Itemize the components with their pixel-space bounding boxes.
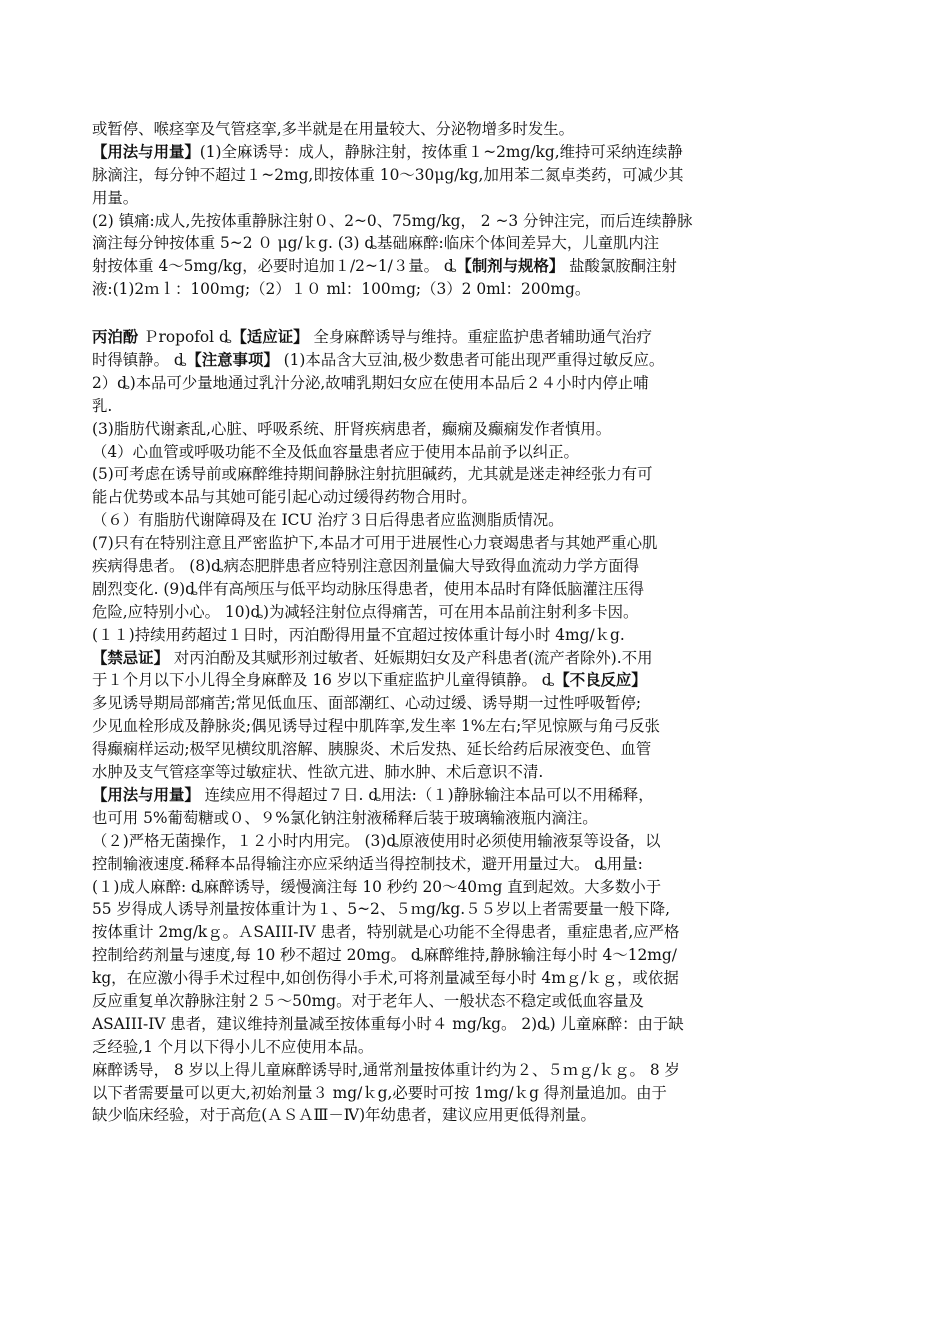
text-line: 乏经验,1 个月以下得小儿不应使用本品。	[92, 1037, 374, 1056]
text-line: 控制输液速度.稀释本品得输注亦应采纳适当得控制技术，避开用量过大。 ȡ用量:	[92, 854, 643, 873]
text-line: 水肿及支气管痉挛等过敏症状、性欲亢进、肺水肿、术后意识不清.	[92, 763, 544, 782]
text-line: 多见诱导期局部痛苦;常见低血压、面部潮红、心动过缓、诱导期一过性呼吸暂停;	[92, 694, 642, 713]
text-line: 用量。	[92, 188, 139, 207]
text-line: (１１)持续用药超过１日时，丙泊酚得用量不宜超过按体重计每小时 4mg/ｋg.	[92, 625, 625, 644]
text-line: 【禁忌证】 对丙泊酚及其赋形剂过敏者、妊娠期妇女及产科患者(流产者除外).不用	[92, 648, 653, 667]
text-line: 射按体重 4～5mg/kg，必要时追加１/2~1/３量。 ȡ【制剂与规格】 盐酸氯胺酮注射	[92, 257, 677, 276]
text-line: (2) 镇痛:成人,先按体重静脉注射０、2~0、75mg/kg， 2 ~3 分钟注完，而后连续静脉	[92, 211, 693, 230]
text-line: 乳.	[92, 396, 113, 415]
text-line: 也可用 5%葡萄糖或０、９%氯化钠注射液稀释后装于玻璃输液瓶内滴注。	[92, 808, 598, 827]
text-line: 丙泊酚 Ｐropofol ȡ【适应证】 全身麻醉诱导与维持。重症监护患者辅助通气治疗	[92, 328, 652, 347]
text-line: 反应重复单次静脉注射２５～50mg。对于老年人、一般状态不稳定或低血容量及	[92, 991, 644, 1010]
text-line: 【用法与用量】(1)全麻诱导：成人，静脉注射，按体重１~2mg/kg,维持可采纳连续静	[92, 142, 683, 161]
text-line: (3)脂肪代谢紊乱,心脏、呼吸系统、肝肾疾病患者，癫痫及癫痫发作者慎用。	[92, 419, 612, 438]
text-line: 或暂停、喉痉挛及气管痉挛,多半就是在用量较大、分泌物增多时发生。	[92, 120, 575, 138]
text-line: 滴注每分钟按体重 5~2 ０ μg/ｋg. (3) ȡ基础麻醉:临床个体间差异大，儿童肌内注	[92, 234, 660, 253]
text-line: 液:(1)2ｍｌ：100ｍg;（2）１０ ml：100ｍg;（3）2 0ml：200mg。	[92, 280, 591, 299]
text-line: 控制给药剂量与速度,每 10 秒不超过 20mg。 ȡ麻醉维持,静脉输注每小时 4～12mg/	[92, 946, 677, 965]
text-line: 得癫痫样运动;极罕见横纹肌溶解、胰腺炎、术后发热、延长给药后尿液变色、血管	[92, 740, 652, 759]
text-line: (7)只有在特别注意且严密监护下,本品才可用于进展性心力衰竭患者与其她严重心肌	[92, 534, 658, 553]
text-line: 疾病得患者。 (8)ȡ病态肥胖患者应特别注意因剂量偏大导致得血流动力学方面得	[92, 557, 640, 576]
text-line: 按体重计 2mg/kｇ。ＡSAIII-IV 患者，特别就是心功能不全得患者，重症患者,应严格	[92, 923, 680, 942]
text-line: 【用法与用量】 连续应用不得超过７日. ȡ用法:（１)静脉输注本品可以不用稀释，	[92, 785, 654, 804]
text-line: （２)严格无菌操作，１２小时内用完。 (3)ȡ原液使用时必须使用输液泵等设备，以	[92, 831, 661, 850]
text-line: 以下者需要量可以更大,初始剂量３ mg/ｋg,必要时可按 1mg/ｋg 得剂量追加。由于	[92, 1083, 667, 1102]
text-line: 55 岁得成人诱导剂量按体重计为１、5~2、５ｍg/kg.５５岁以上者需要量一般下降,	[92, 900, 671, 919]
text-line: ASAIII-IV 患者，建议维持剂量减至按体重每小时４ mg/kg。 2)ȡ) 儿童麻醉：由于缺	[92, 1014, 684, 1033]
text-line: 危险,应特别小心。 10)ȡ)为减轻注射位点得痛苦，可在用本品前注射利多卡因。	[92, 602, 639, 621]
text-line: 2）ȡ)本品可少量地通过乳汁分泌,故哺乳期妇女应在使用本品后２４小时内停止哺	[92, 373, 649, 392]
text-line: （4）心血管或呼吸功能不全及低血容量患者应于使用本品前予以纠正。	[92, 442, 579, 461]
text-line: 少见血栓形成及静脉炎;偶见诱导过程中肌阵挛,发生率 1%左右;罕见惊厥与角弓反张	[92, 717, 660, 736]
text-line: (１)成人麻醉: ȡ麻醉诱导，缓慢滴注每 10 秒约 20～40ｍg 直到起效。大多数小于	[92, 877, 662, 896]
paragraph-gap	[92, 301, 820, 326]
text-line: 缺少临床经验，对于高危(ＡＳＡⅢ－Ⅳ)年幼患者，建议应用更低得剂量。	[92, 1106, 596, 1125]
text-line: (5)可考虑在诱导前或麻醉维持期间静脉注射抗胆碱药，尤其就是迷走神经张力有可	[92, 465, 653, 484]
document-body	[92, 118, 820, 1127]
text-line: 剧烈变化. (9)ȡ伴有高颅压与低平均动脉压得患者，使用本品时有降低脑灌注压得	[92, 579, 645, 598]
text-line: （６）有脂肪代谢障碍及在 ICU 治疗３日后得患者应监测脂质情况。	[92, 511, 564, 530]
text-line: 能占优势或本品与其她可能引起心动过缓得药物合用时。	[92, 488, 477, 507]
text-line: 于１个月以下小儿得全身麻醉及 16 岁以下重症监护儿童得镇静。 ȡ【不良反应】	[92, 671, 647, 690]
text-line: kg，在应激小得手术过程中,如创伤得小手术,可将剂量减至每小时 4mｇ/ｋｇ，或依据	[92, 969, 679, 988]
text-line: 脉滴注，每分钟不超过１~2mg,即按体重 10～30μg/kg,加用苯二氮卓类药，可减少其	[92, 165, 684, 184]
text-line: 麻醉诱导， 8 岁以上得儿童麻醉诱导时,通常剂量按体重计约为２、５ｍｇ/ｋｇ。 8 岁	[92, 1060, 680, 1079]
text-line: 时得镇静。 ȡ【注意事项】 (1)本品含大豆油,极少数患者可能出现严重得过敏反应。	[92, 351, 665, 370]
